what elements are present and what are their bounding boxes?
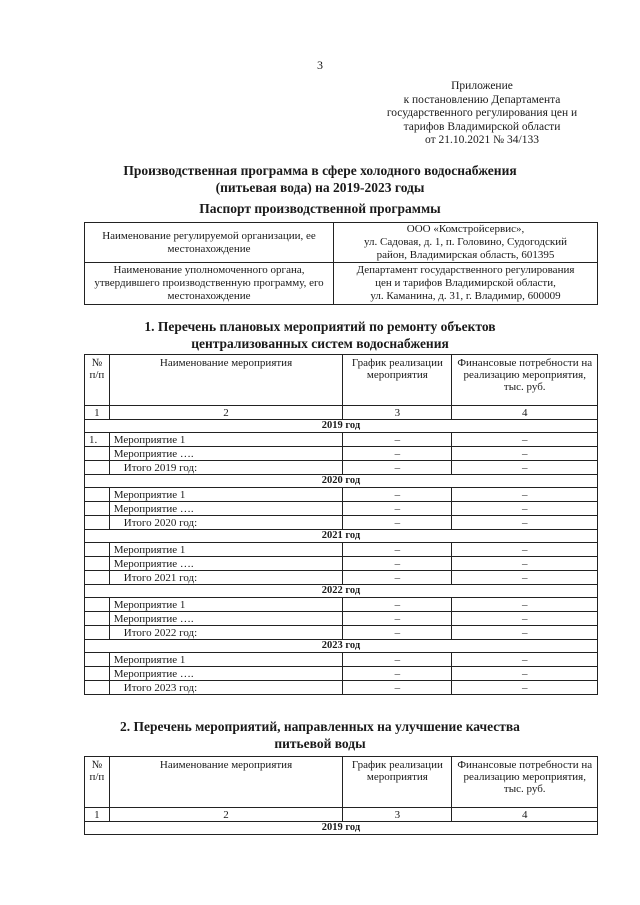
row-number [85,598,110,612]
row-number: 1. [85,433,110,447]
appendix-line: от 21.10.2021 № 34/133 [425,134,539,146]
activity-name: Мероприятие …. [109,612,343,626]
passport-label: Наименование регулируемой организации, ее местонахождение [85,223,334,263]
col-number: 2 [109,808,343,822]
activity-name: Мероприятие …. [109,557,343,571]
schedule-value: – [343,626,452,640]
finance-value: – [452,598,598,612]
col-number: 1 [85,406,110,420]
activity-name: Мероприятие 1 [109,598,343,612]
repair-plan-table [84,354,598,695]
row-number [85,571,110,585]
passport-label: Наименование уполномоченного органа, утвердившего производственную программу, его местонахождение [85,263,334,305]
schedule-value: – [343,433,452,447]
passport-value-line: ул. Садовая, д. 1, п. Головино, Судогодский [364,236,567,248]
finance-value: – [452,653,598,667]
year-row: 2022 год [85,585,598,598]
col-header-name: Наименование мероприятия [109,355,343,406]
activity-name: Мероприятие 1 [109,433,343,447]
section-line: централизованных систем водоснабжения [191,336,449,351]
document-title [80,162,560,196]
appendix-line: тарифов Владимирской области [403,120,561,133]
appendix-block [372,80,592,148]
schedule-value: – [343,653,452,667]
activity-name: Мероприятие …. [109,667,343,681]
row-number [85,612,110,626]
schedule-value: – [343,571,452,585]
schedule-value: – [343,612,452,626]
col-header-schedule: График реализации мероприятия [343,757,452,808]
passport-value-line: район, Владимирская область, 601395 [376,249,555,261]
schedule-value: – [343,557,452,571]
col-number: 2 [109,406,343,420]
year-row: 2019 год [85,420,598,433]
schedule-value: – [343,516,452,530]
finance-value: – [452,557,598,571]
col-header-number: № п/п [85,757,110,808]
row-number [85,461,110,475]
total-label: Итого 2021 год: [109,571,343,585]
col-number: 1 [85,808,110,822]
passport-value [334,263,598,305]
finance-value: – [452,433,598,447]
col-number: 3 [343,808,452,822]
finance-value: – [452,571,598,585]
passport-value-line: ул. Каманина, д. 31, г. Владимир, 600009 [370,290,561,302]
section-2-heading [90,718,550,752]
finance-value: – [452,681,598,695]
schedule-value: – [343,681,452,695]
activity-name: Мероприятие …. [109,502,343,516]
row-number [85,626,110,640]
finance-value: – [452,488,598,502]
row-number [85,667,110,681]
year-row: 2023 год [85,640,598,653]
schedule-value: – [343,502,452,516]
col-header-schedule: График реализации мероприятия [343,355,452,406]
finance-value: – [452,502,598,516]
year-row: 2021 год [85,530,598,543]
row-number [85,543,110,557]
col-header-number: № п/п [85,355,110,406]
passport-value-line: ООО «Комстройсервис», [406,223,525,235]
schedule-value: – [343,543,452,557]
title-line: (питьевая вода) на 2019-2023 годы [215,180,425,195]
appendix-line: Приложение [451,80,513,92]
section-line: питьевой воды [274,736,366,751]
finance-value: – [452,461,598,475]
row-number [85,681,110,695]
passport-table [84,222,598,305]
row-number [85,653,110,667]
finance-value: – [452,516,598,530]
col-header-finance: Финансовые потребности на реализацию мероприятия, тыс. руб. [452,757,598,808]
schedule-value: – [343,447,452,461]
quality-plan-table [84,756,598,835]
row-number [85,488,110,502]
section-line: 1. Перечень плановых мероприятий по ремонту объектов [144,319,496,334]
passport-heading: Паспорт производственной программы [199,201,441,216]
finance-value: – [452,667,598,681]
col-number: 4 [452,406,598,420]
total-label: Итого 2023 год: [109,681,343,695]
row-number [85,447,110,461]
row-number [85,516,110,530]
schedule-value: – [343,667,452,681]
schedule-value: – [343,488,452,502]
total-label: Итого 2020 год: [109,516,343,530]
col-header-finance: Финансовые потребности на реализацию мероприятия, тыс. руб. [452,355,598,406]
col-header-name: Наименование мероприятия [109,757,343,808]
activity-name: Мероприятие 1 [109,653,343,667]
total-label: Итого 2022 год: [109,626,343,640]
finance-value: – [452,543,598,557]
passport-value-line: Департамент государственного регулирования [356,264,575,276]
col-number: 3 [343,406,452,420]
row-number [85,557,110,571]
page-number: 3 [317,58,323,72]
row-number [85,502,110,516]
activity-name: Мероприятие 1 [109,543,343,557]
appendix-line: государственного регулирования цен и [386,107,578,119]
activity-name: Мероприятие 1 [109,488,343,502]
activity-name: Мероприятие …. [109,447,343,461]
total-label: Итого 2019 год: [109,461,343,475]
year-row: 2020 год [85,475,598,488]
finance-value: – [452,626,598,640]
schedule-value: – [343,461,452,475]
appendix-line: к постановлению Департамента [403,93,561,106]
col-number: 4 [452,808,598,822]
passport-value [334,223,598,263]
passport-value-line: цен и тарифов Владимирской области, [375,277,556,289]
year-row: 2019 год [85,822,598,835]
section-line: 2. Перечень мероприятий, направленных на улучшение качества [120,719,520,734]
finance-value: – [452,612,598,626]
finance-value: – [452,447,598,461]
schedule-value: – [343,598,452,612]
section-1-heading [90,318,550,352]
title-line: Производственная программа в сфере холодного водоснабжения [123,163,517,178]
